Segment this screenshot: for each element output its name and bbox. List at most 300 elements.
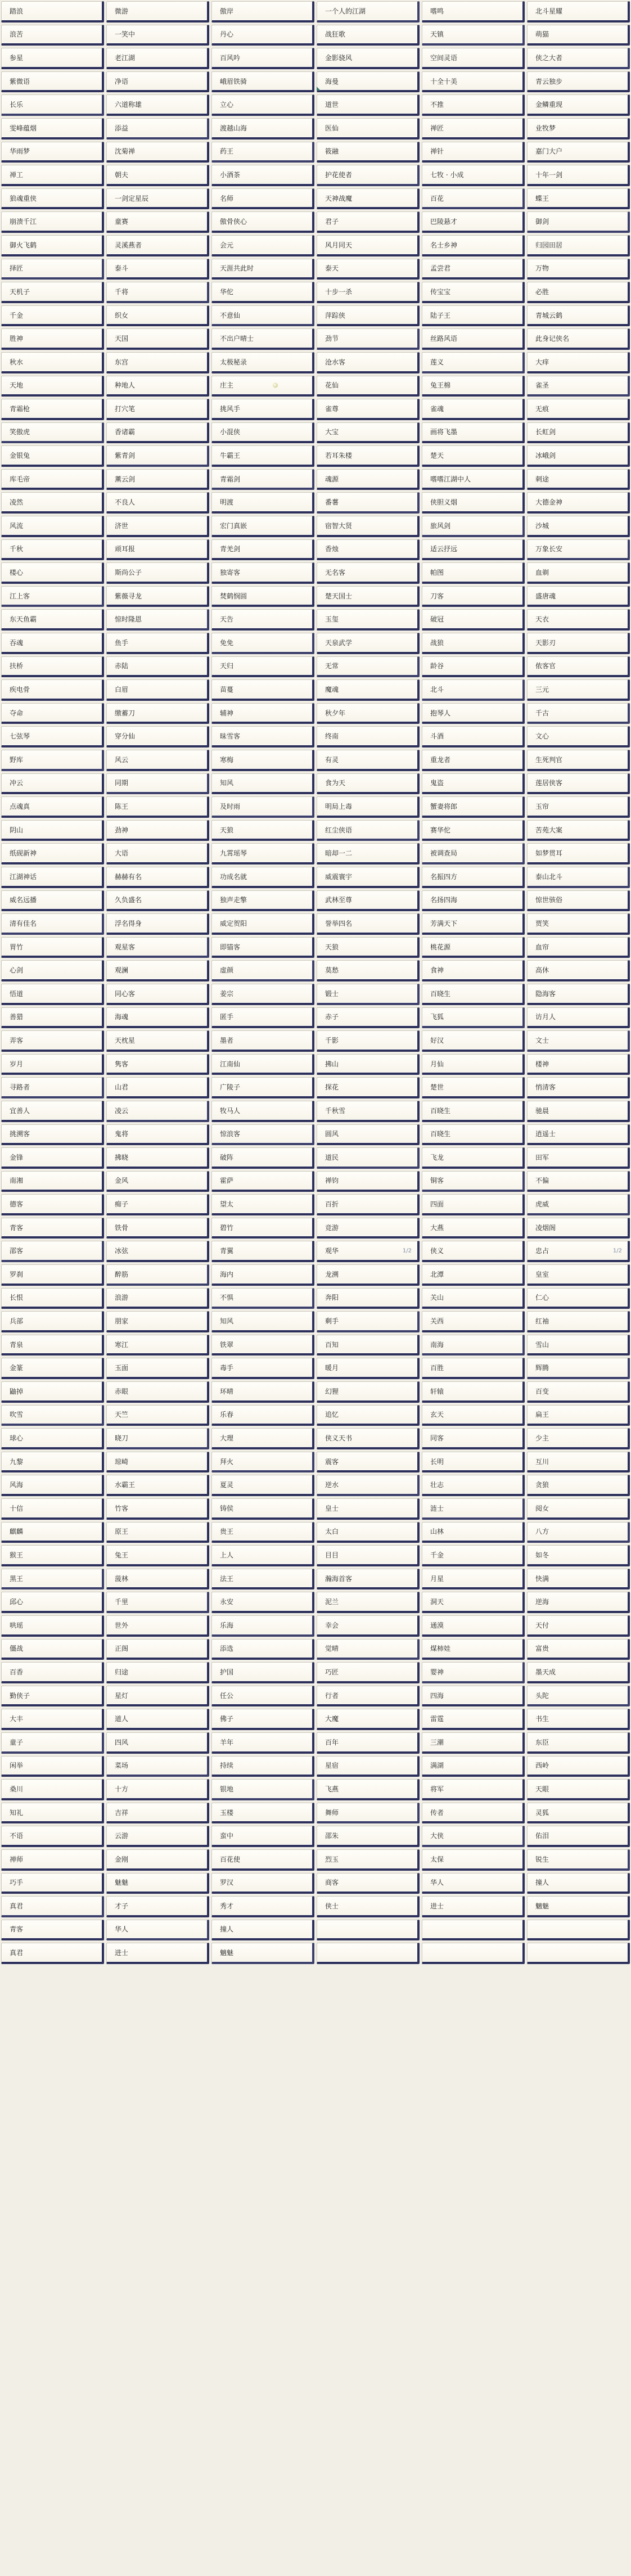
title-tile[interactable]	[527, 211, 630, 233]
title-tile[interactable]	[211, 1264, 314, 1286]
title-tile[interactable]	[211, 188, 314, 210]
title-tile[interactable]	[106, 1639, 209, 1660]
title-tile[interactable]	[211, 773, 314, 795]
title-tile[interactable]	[422, 211, 525, 233]
title-tile[interactable]	[106, 1498, 209, 1520]
title-tile[interactable]	[527, 1101, 630, 1122]
title-tile[interactable]	[422, 422, 525, 444]
title-tile[interactable]	[211, 913, 314, 935]
title-tile[interactable]	[211, 1709, 314, 1730]
title-tile[interactable]	[211, 1, 314, 22]
title-tile[interactable]	[527, 1054, 630, 1075]
title-tile[interactable]	[422, 1569, 525, 1590]
title-tile[interactable]	[422, 352, 525, 373]
title-tile[interactable]	[106, 1381, 209, 1403]
title-tile[interactable]	[106, 188, 209, 210]
title-tile[interactable]	[1, 1007, 104, 1029]
title-tile[interactable]	[1, 1452, 104, 1473]
title-tile[interactable]	[211, 211, 314, 233]
title-tile[interactable]	[211, 1873, 314, 1894]
title-tile[interactable]	[1, 913, 104, 935]
title-tile[interactable]	[422, 1943, 525, 1964]
title-tile[interactable]	[317, 960, 420, 981]
title-tile[interactable]	[1, 562, 104, 584]
title-tile[interactable]	[1, 1030, 104, 1052]
title-tile[interactable]	[211, 890, 314, 912]
title-tile[interactable]	[422, 1475, 525, 1496]
title-tile[interactable]	[211, 376, 314, 397]
title-tile[interactable]	[527, 1475, 630, 1496]
title-tile[interactable]	[1, 118, 104, 139]
title-tile[interactable]	[317, 1405, 420, 1426]
title-tile[interactable]	[211, 1241, 314, 1262]
title-tile[interactable]	[317, 516, 420, 537]
title-tile[interactable]	[527, 352, 630, 373]
title-tile[interactable]	[106, 890, 209, 912]
title-tile[interactable]	[106, 1124, 209, 1146]
title-tile[interactable]	[106, 165, 209, 186]
title-tile[interactable]	[106, 259, 209, 280]
title-tile[interactable]	[211, 445, 314, 467]
title-tile[interactable]	[1, 1241, 104, 1262]
title-tile[interactable]	[1, 1171, 104, 1192]
title-tile[interactable]	[317, 1171, 420, 1192]
title-tile[interactable]	[211, 259, 314, 280]
title-tile[interactable]	[106, 1171, 209, 1192]
title-tile[interactable]	[211, 562, 314, 584]
title-tile[interactable]	[211, 469, 314, 490]
title-tile[interactable]	[1, 188, 104, 210]
title-tile[interactable]	[106, 609, 209, 631]
title-tile[interactable]	[317, 1101, 420, 1122]
title-tile[interactable]	[211, 1803, 314, 1824]
title-tile[interactable]	[106, 1147, 209, 1169]
title-tile[interactable]	[422, 726, 525, 747]
title-tile[interactable]	[317, 1, 420, 22]
title-tile[interactable]	[106, 1756, 209, 1777]
title-tile[interactable]	[106, 1405, 209, 1426]
title-tile[interactable]	[422, 1522, 525, 1543]
title-tile[interactable]	[317, 328, 420, 350]
title-tile[interactable]	[211, 843, 314, 864]
title-tile[interactable]	[1, 71, 104, 93]
title-tile[interactable]	[211, 609, 314, 631]
title-tile[interactable]	[1, 843, 104, 864]
title-tile[interactable]	[211, 1007, 314, 1029]
title-tile[interactable]	[106, 94, 209, 116]
title-tile[interactable]	[1, 609, 104, 631]
title-tile[interactable]	[106, 516, 209, 537]
title-tile[interactable]	[1, 679, 104, 701]
title-tile[interactable]	[317, 1545, 420, 1566]
title-tile[interactable]	[527, 445, 630, 467]
title-tile[interactable]	[106, 1732, 209, 1754]
title-tile[interactable]	[317, 1686, 420, 1707]
title-tile[interactable]	[317, 1779, 420, 1800]
title-tile[interactable]	[106, 1896, 209, 1917]
title-tile[interactable]	[211, 1218, 314, 1239]
title-tile[interactable]	[527, 1756, 630, 1777]
title-tile[interactable]	[211, 796, 314, 818]
title-tile[interactable]	[211, 118, 314, 139]
title-tile[interactable]	[422, 1920, 525, 1941]
title-tile[interactable]	[527, 1194, 630, 1215]
title-tile[interactable]	[422, 48, 525, 69]
title-tile[interactable]	[527, 726, 630, 747]
title-tile[interactable]	[527, 890, 630, 912]
title-tile[interactable]	[1, 984, 104, 1005]
title-tile[interactable]	[422, 1335, 525, 1356]
title-tile[interactable]	[317, 1381, 420, 1403]
title-tile[interactable]	[211, 1288, 314, 1309]
title-tile[interactable]	[317, 679, 420, 701]
title-tile[interactable]	[422, 399, 525, 420]
title-tile[interactable]	[211, 750, 314, 771]
title-tile[interactable]	[527, 1686, 630, 1707]
title-tile[interactable]	[317, 1756, 420, 1777]
title-tile[interactable]	[527, 1498, 630, 1520]
title-tile[interactable]	[527, 913, 630, 935]
title-tile[interactable]	[527, 960, 630, 981]
title-tile[interactable]	[422, 259, 525, 280]
title-tile[interactable]	[1, 352, 104, 373]
title-tile[interactable]	[317, 1077, 420, 1098]
title-tile[interactable]	[527, 235, 630, 256]
title-tile[interactable]	[527, 1920, 630, 1941]
title-tile[interactable]	[527, 1452, 630, 1473]
title-tile[interactable]	[422, 1311, 525, 1332]
title-tile[interactable]	[1, 1522, 104, 1543]
title-tile[interactable]	[1, 750, 104, 771]
title-tile[interactable]	[422, 820, 525, 841]
title-tile[interactable]	[527, 1030, 630, 1052]
title-tile[interactable]	[211, 1335, 314, 1356]
title-tile[interactable]	[317, 376, 420, 397]
title-tile[interactable]	[317, 726, 420, 747]
title-tile[interactable]	[106, 984, 209, 1005]
title-tile[interactable]	[422, 1007, 525, 1029]
title-tile[interactable]	[422, 1030, 525, 1052]
title-tile[interactable]	[317, 188, 420, 210]
title-tile[interactable]	[106, 1288, 209, 1309]
title-tile[interactable]	[422, 305, 525, 327]
title-tile[interactable]	[317, 984, 420, 1005]
title-tile[interactable]	[317, 399, 420, 420]
title-tile[interactable]	[317, 422, 420, 444]
title-tile[interactable]	[1, 656, 104, 678]
title-tile[interactable]	[527, 1615, 630, 1637]
title-tile[interactable]	[1, 1803, 104, 1824]
title-tile[interactable]	[527, 867, 630, 888]
title-tile[interactable]	[527, 1264, 630, 1286]
title-tile[interactable]	[317, 913, 420, 935]
title-tile[interactable]	[1, 1709, 104, 1730]
title-tile[interactable]	[317, 1709, 420, 1730]
title-tile[interactable]	[527, 1732, 630, 1754]
title-tile[interactable]	[211, 1077, 314, 1098]
title-tile[interactable]	[317, 1592, 420, 1613]
title-tile[interactable]	[1, 1101, 104, 1122]
title-tile[interactable]	[106, 48, 209, 69]
title-tile[interactable]	[106, 142, 209, 163]
title-tile[interactable]	[317, 1218, 420, 1239]
title-tile[interactable]	[211, 48, 314, 69]
title-tile[interactable]	[317, 867, 420, 888]
title-tile[interactable]	[422, 890, 525, 912]
title-tile[interactable]	[317, 1124, 420, 1146]
title-tile[interactable]	[211, 328, 314, 350]
title-tile[interactable]	[317, 1569, 420, 1590]
title-tile[interactable]	[422, 703, 525, 724]
title-tile[interactable]	[317, 1030, 420, 1052]
title-tile[interactable]	[317, 1826, 420, 1847]
title-tile[interactable]	[422, 1381, 525, 1403]
title-tile[interactable]	[211, 1522, 314, 1543]
title-tile[interactable]	[422, 1826, 525, 1847]
title-tile[interactable]	[527, 1849, 630, 1871]
title-tile[interactable]	[211, 516, 314, 537]
title-tile[interactable]	[422, 1662, 525, 1683]
title-tile[interactable]	[106, 1264, 209, 1286]
title-tile[interactable]	[317, 1732, 420, 1754]
title-tile[interactable]	[1, 1545, 104, 1566]
title-tile[interactable]	[422, 188, 525, 210]
title-tile[interactable]	[527, 820, 630, 841]
title-tile[interactable]	[211, 1615, 314, 1637]
title-tile[interactable]	[317, 71, 420, 93]
title-tile[interactable]	[527, 1569, 630, 1590]
title-tile[interactable]	[106, 1218, 209, 1239]
title-tile[interactable]	[106, 703, 209, 724]
title-tile[interactable]	[106, 1709, 209, 1730]
title-tile[interactable]	[317, 1803, 420, 1824]
title-tile[interactable]	[317, 142, 420, 163]
title-tile[interactable]	[1, 1124, 104, 1146]
title-tile[interactable]	[317, 750, 420, 771]
title-tile[interactable]	[527, 305, 630, 327]
title-tile[interactable]	[211, 1849, 314, 1871]
title-tile[interactable]	[106, 1475, 209, 1496]
title-tile[interactable]	[422, 165, 525, 186]
title-tile[interactable]	[527, 1241, 630, 1262]
title-tile[interactable]	[1, 960, 104, 981]
title-tile[interactable]	[422, 1452, 525, 1473]
title-tile[interactable]	[422, 1147, 525, 1169]
title-tile[interactable]	[1, 469, 104, 490]
title-tile[interactable]	[317, 1335, 420, 1356]
title-tile[interactable]	[106, 562, 209, 584]
title-tile[interactable]	[1, 1732, 104, 1754]
title-tile[interactable]	[1, 773, 104, 795]
title-tile[interactable]	[527, 48, 630, 69]
title-tile[interactable]	[211, 1686, 314, 1707]
title-tile[interactable]	[527, 165, 630, 186]
title-tile[interactable]	[527, 562, 630, 584]
title-tile[interactable]	[106, 399, 209, 420]
title-tile[interactable]	[422, 586, 525, 607]
title-tile[interactable]	[1, 1264, 104, 1286]
title-tile[interactable]	[422, 1873, 525, 1894]
title-tile[interactable]	[211, 71, 314, 93]
title-tile[interactable]	[527, 1592, 630, 1613]
title-tile[interactable]	[1, 1428, 104, 1449]
title-tile[interactable]	[106, 1803, 209, 1824]
title-tile[interactable]	[422, 1709, 525, 1730]
title-tile[interactable]	[106, 352, 209, 373]
title-tile[interactable]	[211, 656, 314, 678]
title-tile[interactable]	[1, 376, 104, 397]
title-tile[interactable]	[317, 1147, 420, 1169]
title-tile[interactable]	[422, 1756, 525, 1777]
title-tile[interactable]	[317, 469, 420, 490]
title-tile[interactable]	[527, 1896, 630, 1917]
title-tile[interactable]	[106, 1452, 209, 1473]
title-tile[interactable]	[317, 305, 420, 327]
title-tile[interactable]	[1, 1194, 104, 1215]
title-tile[interactable]	[106, 1241, 209, 1262]
title-tile[interactable]	[317, 586, 420, 607]
title-tile[interactable]	[106, 937, 209, 958]
title-tile[interactable]	[422, 376, 525, 397]
title-tile[interactable]	[106, 1569, 209, 1590]
title-tile[interactable]	[1, 726, 104, 747]
title-tile[interactable]	[211, 1124, 314, 1146]
title-tile[interactable]	[317, 25, 420, 46]
title-tile[interactable]	[422, 1498, 525, 1520]
title-tile[interactable]	[422, 445, 525, 467]
title-tile[interactable]	[422, 1124, 525, 1146]
title-tile[interactable]	[527, 703, 630, 724]
title-tile[interactable]	[527, 656, 630, 678]
title-tile[interactable]	[317, 492, 420, 514]
title-tile[interactable]	[422, 1803, 525, 1824]
title-tile[interactable]	[1, 445, 104, 467]
title-tile[interactable]	[422, 1358, 525, 1379]
title-tile[interactable]	[211, 399, 314, 420]
title-tile[interactable]	[422, 469, 525, 490]
title-tile[interactable]	[106, 843, 209, 864]
title-tile[interactable]	[211, 867, 314, 888]
title-tile[interactable]	[317, 1288, 420, 1309]
title-tile[interactable]	[211, 1381, 314, 1403]
title-tile[interactable]	[1, 516, 104, 537]
title-tile[interactable]	[1, 1147, 104, 1169]
title-tile[interactable]	[106, 633, 209, 654]
title-tile[interactable]	[211, 1545, 314, 1566]
title-tile[interactable]	[1, 211, 104, 233]
title-tile[interactable]	[317, 1428, 420, 1449]
title-tile[interactable]	[211, 539, 314, 561]
title-tile[interactable]	[422, 118, 525, 139]
title-tile[interactable]	[422, 282, 525, 303]
title-tile[interactable]	[422, 1896, 525, 1917]
title-tile[interactable]	[422, 539, 525, 561]
title-tile[interactable]	[211, 1896, 314, 1917]
title-tile[interactable]	[527, 1288, 630, 1309]
title-tile[interactable]	[317, 94, 420, 116]
title-tile[interactable]	[317, 235, 420, 256]
title-tile[interactable]	[1, 492, 104, 514]
title-tile[interactable]	[317, 843, 420, 864]
title-tile[interactable]	[106, 1686, 209, 1707]
title-tile[interactable]	[211, 352, 314, 373]
title-tile[interactable]	[211, 1639, 314, 1660]
title-tile[interactable]	[317, 1849, 420, 1871]
title-tile[interactable]	[211, 937, 314, 958]
title-tile[interactable]	[1, 1335, 104, 1356]
title-tile[interactable]	[1, 867, 104, 888]
title-tile[interactable]	[1, 328, 104, 350]
title-tile[interactable]	[106, 1545, 209, 1566]
title-tile[interactable]	[317, 609, 420, 631]
title-tile[interactable]	[422, 960, 525, 981]
title-tile[interactable]	[1, 235, 104, 256]
title-tile[interactable]	[527, 282, 630, 303]
title-tile[interactable]	[211, 142, 314, 163]
title-tile[interactable]	[422, 1686, 525, 1707]
title-tile[interactable]	[527, 1311, 630, 1332]
title-tile[interactable]	[1, 937, 104, 958]
title-tile[interactable]	[211, 1943, 314, 1964]
title-tile[interactable]	[527, 469, 630, 490]
title-tile[interactable]	[527, 492, 630, 514]
title-tile[interactable]	[422, 516, 525, 537]
title-tile[interactable]	[317, 1498, 420, 1520]
title-tile[interactable]	[1, 1662, 104, 1683]
title-tile[interactable]	[211, 679, 314, 701]
title-tile[interactable]	[211, 820, 314, 841]
title-tile[interactable]	[422, 235, 525, 256]
title-tile[interactable]	[106, 282, 209, 303]
title-tile[interactable]	[1, 1943, 104, 1964]
title-tile[interactable]	[527, 25, 630, 46]
title-tile[interactable]	[1, 1218, 104, 1239]
title-tile[interactable]	[1, 1569, 104, 1590]
title-tile[interactable]	[1, 1381, 104, 1403]
title-tile[interactable]	[317, 211, 420, 233]
title-tile[interactable]	[422, 1545, 525, 1566]
title-tile[interactable]	[317, 890, 420, 912]
title-tile[interactable]	[527, 1, 630, 22]
title-tile[interactable]	[527, 586, 630, 607]
title-tile[interactable]	[106, 1007, 209, 1029]
title-tile[interactable]	[1, 1639, 104, 1660]
title-tile[interactable]	[527, 516, 630, 537]
title-tile[interactable]	[422, 1428, 525, 1449]
title-tile[interactable]	[106, 445, 209, 467]
title-tile[interactable]	[106, 1615, 209, 1637]
title-tile[interactable]	[1, 422, 104, 444]
title-tile[interactable]	[527, 773, 630, 795]
title-tile[interactable]	[317, 1943, 420, 1964]
title-tile[interactable]	[1, 165, 104, 186]
title-tile[interactable]	[422, 94, 525, 116]
title-tile[interactable]	[211, 703, 314, 724]
title-tile[interactable]	[1, 1920, 104, 1941]
title-tile[interactable]	[527, 679, 630, 701]
title-tile[interactable]	[422, 1779, 525, 1800]
title-tile[interactable]	[527, 1171, 630, 1192]
title-tile[interactable]	[422, 1288, 525, 1309]
title-tile[interactable]	[106, 1428, 209, 1449]
title-tile[interactable]	[527, 1218, 630, 1239]
title-tile[interactable]	[211, 1452, 314, 1473]
title-tile[interactable]	[527, 94, 630, 116]
title-tile[interactable]	[106, 118, 209, 139]
title-tile[interactable]	[527, 1007, 630, 1029]
title-tile[interactable]	[527, 843, 630, 864]
title-tile[interactable]	[106, 211, 209, 233]
